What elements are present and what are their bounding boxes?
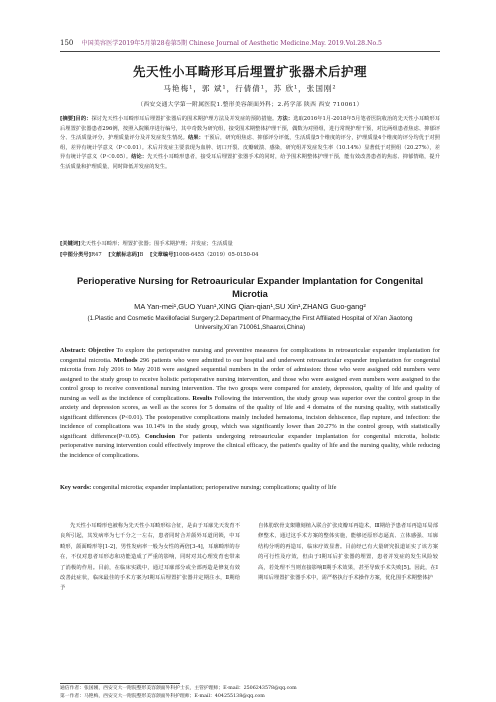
footnote-divider [60,683,180,684]
keywords-label: [关键词] [60,241,81,247]
en-conclusion-label: Conclusion [144,432,176,440]
chinese-keywords [60,240,440,250]
objective-text: 探讨先天性小耳畸形耳后埋置扩张器后的围术期护理方法及并发症的预防措施。 [91,116,278,122]
english-affiliation: (1.Plastic and Cosmetic Maxillofacial Surgery;2.Department of Pharmacy,the First Affiliated Hospital of Xi'an Jiaotong University,Xi'an 710061,Shaanxi,China) [87,315,413,331]
page-number: 150 [60,39,74,47]
body-column-left: 先天性小耳畸形也被称为先天性小耳畸形综合征，是由于耳廓先天发育不良所引起，其发病率为七千分之一左右，患者同时合并颌外耳道闭锁，中耳畸形，颌面畸形等[1-2]，男性发病率一般为女性的两倍[3-4]，耳廓畸形的存在，不仅对患者耳形态和功能造成了严重的影响，同时对其心理发育也带来了消极的作用。目前，在临床实践中，通过耳廓部分或全部再造是修复有效改善此症状，临床最佳的手术方案为Ⅰ期耳后埋置扩张器并定期注水，Ⅱ期给予 [60,523,240,592]
en-methods-text: 296 patients who were admitted to our hospital and underwent retroauricular expander implantation for congenital microtia from July 2016 to May 2018 were assigned sequential numbers in the order of admission: those who were assigned odd numbers were assigned to the study group to receive holistic perioperative nursing intervention, and those who were assigned even numbers were assigned to the control group to receive conventional nursing intervention. The two groups were compared for anxiety, depression, quality of life and quality of nursing as well as the incidence of complications. [60,356,440,402]
footnote-corresponding: 通信作者：张国刚，西安交大一附院整形美容颌面外科护士长，主管护理师；E-mail：2506243578@qq.com [60,686,297,691]
results-text: 干预后，研究组焦虑、抑郁评分评低，生活质量5个维度的评分，护理质量4个维度的评分均优于对照组，差异有统计学意义（P＜0.01）。术后并发症主要表现为血肿、切口开裂、皮瓣破溃、感染，研究组并发症发生率（10.14%）显著低于对照组（20.27%），差异有统计学意义（P＜0.05）。 [60,135,441,161]
en-conclusion-text: For patients undergoing retroauricular expander implantation for congenital microtia, holistic perioperative nursing intervention could effectively improve the clinical efficacy, the patient's quality of life and the nursing quality, while reducing the incidence of complications. [60,432,440,460]
body-column-right: 自体肋软骨支架雕刻植入联合扩张皮瓣耳再造术，Ⅲ期给予患者耳再造耳局部修整术，通过这手术方案的整体实施，能够还原形态逼真、立体感强、耳廓结构分明的再造耳，临床疗效显著。目前经已有大量研究报道证实了该方案的可行性及疗效，但由于Ⅰ期耳后扩张器的埋置，患者并发症的发生风险较高，若处理不当则直接影响Ⅱ期手术效果，甚至导致手术失败[5]。因此，在Ⅰ期耳后埋置扩张器手术中，需严格执行手术操作方案，优化围手术期整体护 [258,523,438,582]
keywords-text: 先天性小耳畸形；埋置扩张器；围手术期护理；并发症；生活质量 [80,241,233,247]
en-objective-label: Objective [88,347,115,354]
english-abstract [60,346,440,461]
conclusion-label: 结论： [131,154,148,161]
methods-text: 选取2016年1月-2018年5月笔者医院收治的先天性小耳畸形耳后埋置扩张器患者296例，按照入院顺序进行编号，其中奇数为研究组，接受围术期整体护理干预，偶数为对照组，进行常规护理干预，对比两组患者焦虑、抑郁评分、生活质量评分，护理质量评分及并发症发生情况。 [60,116,441,142]
en-methods-label: Methods [113,356,138,364]
article-title: 先天性小耳畸形耳后埋置扩张器术后护理 [132,64,367,79]
doc-code-value: B [139,252,144,258]
en-results-label: Results [192,394,213,402]
footnote-first-author: 第一作者：马艳梅，西安交大一附院整形美容颌面外科护理师；E-mail：404255138@qq.com [60,694,265,699]
article-no-value: 1008-6455（2019）05-0150-04 [175,252,259,258]
english-keywords [60,483,440,493]
journal-citation: 中国美容医学2019年5月第28卷第5期 Chinese Journal of Aesthetic Medicine.May. 2019.Vol.28.No.5 [81,40,382,47]
en-keywords-text: congenital microtia; expander implantation; perioperative nursing; complications; quality of life [92,484,337,491]
en-objective-text: To explore the perioperative nursing and preventive measures for complications in retroauricular expander implantation for congenital microtia. [60,347,440,364]
en-results-text: Following the intervention, the study group was superior over the control group in the anxiety and depression scores, as well as the scores for 5 domains of the quality of life and 4 domains of the nursing quality, with statistically significant differences (P<0.01). The postoperative complications mainly included hematoma, incision dehiscence, flap rupture, and infection: the incidence of complications was 10.14% in the study group, which was significantly lower than 20.27% in the control group, with statistically significant difference(P<0.05). [60,394,440,440]
en-keywords-label: Key words: [60,484,92,491]
results-label: 结果： [187,135,204,142]
running-head [60,38,440,50]
author-list: 马艳梅¹，郭 斌¹，行倩倩¹，苏 欣¹，张国刚² [163,84,337,93]
conclusion-text: 先天性小耳畸形患者，接受耳后埋置扩张器手术的同时，给予围术期整体护理干预，能有效改善患者的焦虑、抑郁情绪，提升生活质量和护理质量，同时降低并发症的发生。 [60,154,441,170]
english-title: Perioperative Nursing for Retroauricular Expander Implantation for Congenital Microtia [76,276,424,299]
methods-label: 方法： [277,116,294,122]
classification-line [60,251,440,261]
header-divider [60,51,440,52]
clc-label: [中图分类号] [60,252,92,258]
chinese-abstract [60,115,440,173]
abstract-label: [摘要] [60,116,76,122]
doc-code-label: [文献标志码] [108,252,140,258]
affiliation: （西安交通大学第一附属医院1.整形美容颌面外科；2.药学部 陕西 西安 710061） [137,102,363,108]
english-authors: MA Yan-mei¹,GUO Yuan¹,XING Qian-qian¹,SU Xin¹,ZHANG Guo-gang² [134,302,366,311]
en-abstract-label: Abstract: [60,347,86,354]
clc-value: R47 [91,252,102,258]
objective-label: 目的： [75,116,92,122]
article-no-label: [文章编号] [150,252,176,258]
